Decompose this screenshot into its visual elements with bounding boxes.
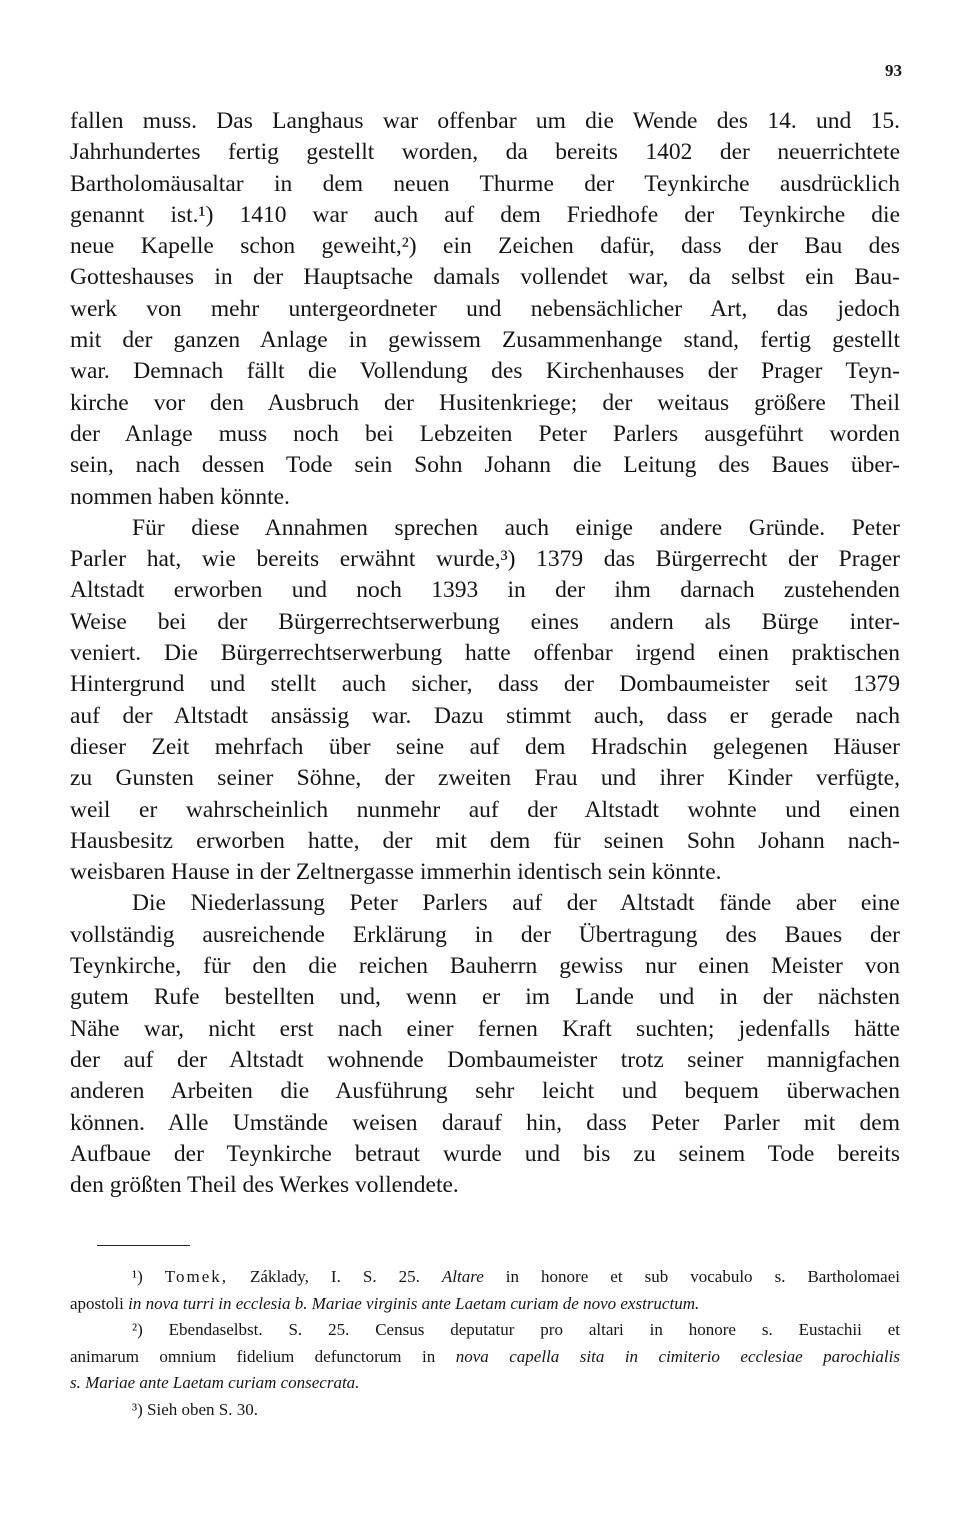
- text-line: Jahrhundertes fertig gestellt worden, da bereits 1402 der neuerrichtete: [70, 139, 900, 166]
- text-line: neue Kapelle schon geweiht,²) ein Zeichen dafür, dass der Bau des: [70, 233, 900, 260]
- text-line: gutem Rufe bestellten und, wenn er im Lande und in der nächsten: [70, 984, 900, 1011]
- text-line: vollständig ausreichende Erklärung in der Übertragung des Baues der: [70, 921, 900, 948]
- text-line: werk von mehr untergeordneter und nebensächlicher Art, das jedoch: [70, 295, 900, 322]
- text-line: weil er wahrscheinlich nunmehr auf der Altstadt wohnte und einen: [70, 796, 900, 823]
- text-line: Gotteshauses in der Hauptsache damals vollendet war, da selbst ein Bau-: [70, 264, 900, 291]
- paragraph: [70, 513, 900, 889]
- text-line: zu Gunsten seiner Söhne, der zweiten Frau und ihrer Kinder verfügte,: [70, 765, 900, 792]
- footnote-mark: ¹): [132, 1267, 143, 1286]
- text-line: Bartholomäusaltar in dem neuen Thurme der Teynkirche ausdrücklich: [70, 170, 900, 197]
- text-line: dieser Zeit mehrfach über seine auf dem Hradschin gelegenen Häuser: [70, 733, 900, 760]
- text-line: mit der ganzen Anlage in gewissem Zusammenhange stand, fertig gestellt: [70, 327, 900, 354]
- footnote-divider: [97, 1245, 190, 1246]
- text-line: der Anlage muss noch bei Lebzeiten Peter Parlers ausgeführt worden: [70, 420, 900, 447]
- footnote-text: apostoli: [70, 1293, 129, 1313]
- footnote-italic-text: s. Mariae ante Laetam curiam consecrata.: [70, 1373, 360, 1392]
- footnote-text: animarum omnium fidelium defunctorum in: [70, 1346, 456, 1366]
- body-text: [70, 106, 900, 1201]
- text-line: veniert. Die Bürgerrechtserwerbung hatte offenbar irgend einen praktischen: [70, 640, 900, 667]
- footnote: [70, 1317, 900, 1397]
- footnote-italic-text: in nova turri in ecclesia b. Mariae virginis ante Laetam curiam de novo exstructum.: [128, 1293, 700, 1313]
- text-line: fallen muss. Das Langhaus war offenbar um die Wende des 14. und 15.: [70, 108, 900, 134]
- text-line: kirche vor den Ausbruch der Husitenkriege; der weitaus größere Theil: [70, 389, 900, 416]
- text-line: auf der Altstadt ansässig war. Dazu stimmt auch, dass er gerade nach: [70, 702, 900, 729]
- text-line: der auf der Altstadt wohnende Dombaumeister trotz seiner mannigfachen: [70, 1046, 900, 1073]
- footnote-mark: ²): [132, 1320, 143, 1339]
- footnote-text: Sieh oben S. 30.: [142, 1399, 258, 1419]
- text-line: Aufbaue der Teynkirche betraut wurde und bis zu seinem Tode bereits: [70, 1140, 900, 1167]
- text-line: Für diese Annahmen sprechen auch einige andere Gründe. Peter: [132, 514, 900, 541]
- footnote-line: [70, 1264, 900, 1291]
- text-line: Hintergrund und stellt auch sicher, dass der Dombaumeister seit 1379: [70, 671, 900, 698]
- text-line: Nähe war, nicht erst nach einer fernen Kraft suchten; jedenfalls hätte: [70, 1015, 900, 1042]
- footnote-text: Základy, I. S. 25.: [228, 1267, 442, 1286]
- text-line: Hausbesitz erworben hatte, der mit dem für seinen Sohn Johann nach-: [70, 827, 900, 854]
- footnote-italic-text: Altare: [441, 1267, 484, 1286]
- footnote-text: Ebendaselbst. S. 25. Census deputatur pro altari in honore s. Eustachii et: [142, 1320, 900, 1339]
- footnote-mark: ³): [132, 1399, 143, 1419]
- text-line: Parler hat, wie bereits erwähnt wurde,³) 1379 das Bürgerrecht der Prager: [70, 546, 900, 573]
- footnote-line: [70, 1317, 900, 1344]
- paragraph: [70, 106, 900, 513]
- footnote: [70, 1397, 900, 1424]
- text-line: war. Demnach fällt die Vollendung des Kirchenhauses der Prager Teyn-: [70, 358, 900, 385]
- footnote-text: in honore et sub vocabulo s. Bartholomaei: [483, 1267, 900, 1286]
- footnote-italic-text: nova capella sita in cimiterio ecclesiae parochialis: [455, 1346, 900, 1366]
- text-line: nommen haben könnte.: [70, 483, 290, 510]
- text-line: sein, nach dessen Tode sein Sohn Johann die Leitung des Baues über-: [70, 452, 900, 479]
- text-line: genannt ist.¹) 1410 war auch auf dem Friedhofe der Teynkirche die: [70, 201, 900, 228]
- footnote-line: [70, 1370, 900, 1397]
- footnote-line: [70, 1291, 900, 1318]
- paragraph: [70, 888, 900, 1201]
- footnote-line: [70, 1344, 900, 1371]
- text-line: anderen Arbeiten die Ausführung sehr leicht und bequem überwachen: [70, 1078, 900, 1105]
- text-line: Die Niederlassung Peter Parlers auf der Altstadt fände aber eine: [132, 890, 900, 917]
- text-line: den größten Theil des Werkes vollendete.: [70, 1172, 459, 1199]
- text-line: weisbaren Hause in der Zeltnergasse immerhin identisch sein könnte.: [70, 859, 722, 886]
- page-number: 93: [885, 61, 902, 80]
- text-line: Altstadt erworben und noch 1393 in der ihm darnach zustehenden: [70, 577, 900, 604]
- text-line: Teynkirche, für den die reichen Bauherrn gewiss nur einen Meister von: [70, 953, 900, 980]
- footnotes: [70, 1264, 900, 1423]
- footnote-line: [70, 1397, 900, 1424]
- footnote: [70, 1264, 900, 1317]
- footnote-author: Tomek,: [164, 1267, 229, 1286]
- text-line: Weise bei der Bürgerrechtserwerbung eines andern als Bürge inter-: [70, 608, 900, 635]
- text-line: können. Alle Umstände weisen darauf hin, dass Peter Parler mit dem: [70, 1109, 900, 1136]
